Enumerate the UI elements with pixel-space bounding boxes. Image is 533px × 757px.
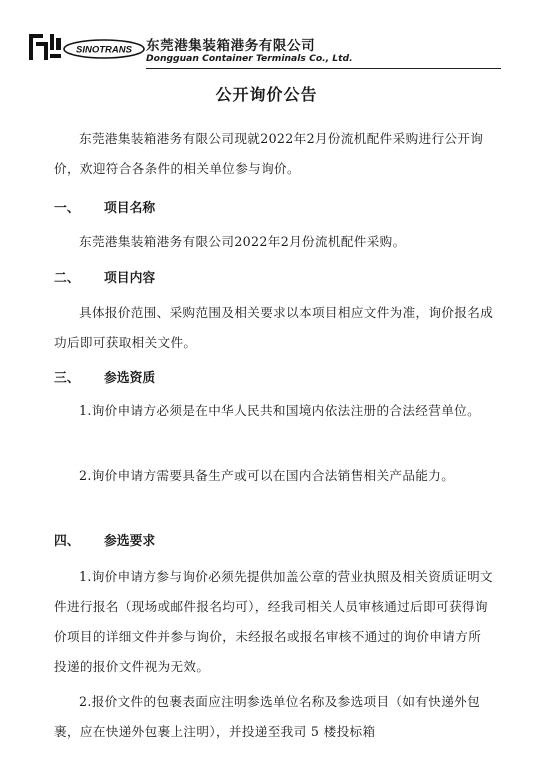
- section-number: 二、: [54, 271, 80, 286]
- section-number: 一、: [54, 201, 80, 216]
- section-title: 项目内容: [104, 271, 156, 286]
- sinotrans-logo: [62, 38, 146, 60]
- section-3-paragraph-1: 1.询价申请方必须是在中华人民共和国境内依法注册的合法经营单位。: [79, 403, 481, 418]
- section-2-paragraph-1: 具体报价范围、采购范围及相关要求以本项目相应文件为准，询价报名成功后即可获取相关文件。: [54, 305, 494, 350]
- sinotrans-logo-text: SINOTRANS: [76, 44, 132, 56]
- company-name-en: Dongguan Container Terminals Co., Ltd.: [146, 53, 353, 64]
- section-heading-3: [54, 364, 155, 394]
- section-1-paragraph-1: 东莞港集装箱港务有限公司2022年2月份流机配件采购。: [79, 234, 406, 249]
- company-name-cn: 东莞港集装箱港务有限公司: [146, 38, 316, 54]
- header-divider: [146, 68, 501, 69]
- intro-paragraph: 东莞港集装箱港务有限公司现就2022年2月份流机配件采购进行公开询价，欢迎符合各条件的相关单位参与询价。: [54, 131, 484, 176]
- section-heading-2: [54, 264, 155, 294]
- section-title: 项目名称: [104, 201, 156, 216]
- company-logo-icon: [28, 32, 62, 62]
- section-4-paragraph-2: 2.报价文件的包裹表面应注明参选单位名称及参选项目（如有快递外包裹，应在快递外包裹上注明），并投递至我司 5 楼投标箱: [54, 694, 481, 739]
- section-title: 参选资质: [104, 371, 156, 386]
- section-number: 四、: [54, 534, 80, 549]
- page-title: 公开询价公告: [215, 85, 318, 104]
- section-number: 三、: [54, 371, 80, 386]
- section-3-paragraph-2: 2.询价申请方需要具备生产或可以在国内合法销售相关产品能力。: [79, 468, 455, 483]
- section-heading-1: [54, 194, 155, 224]
- section-title: 参选要求: [104, 534, 156, 549]
- section-heading-4: [54, 527, 155, 557]
- letterhead: [28, 26, 488, 74]
- section-4-paragraph-1: 1.询价申请方参与询价必须先提供加盖公章的营业执照及相关资质证明文件进行报名（现场或邮件报名均可），经我司相关人员审核通过后即可获得询价项目的详细文件并参与询价，未经报名或报名审核不通过的询价申请方所投递的报价文件视为无效。: [54, 569, 493, 674]
